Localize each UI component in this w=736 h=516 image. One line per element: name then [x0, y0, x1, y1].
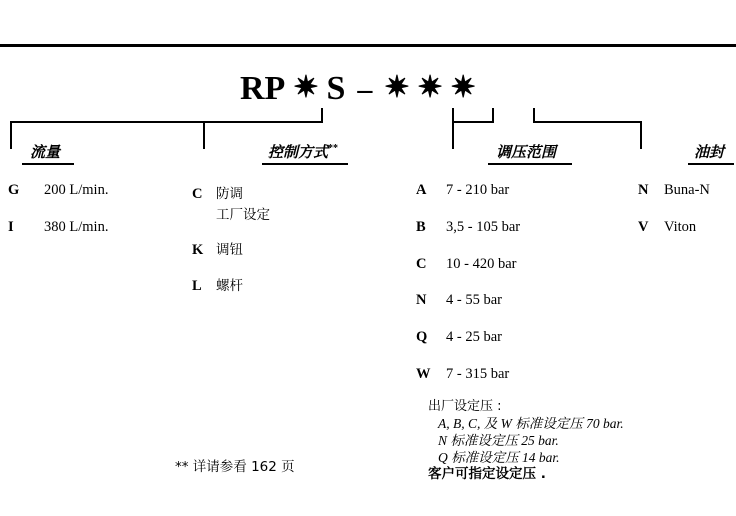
option-key: V [638, 219, 649, 235]
option-row [192, 238, 243, 259]
option-key: C [416, 256, 427, 272]
option-subnote: 工厂设定 [216, 207, 270, 223]
option-value: 4 - 25 bar [446, 329, 502, 345]
option-value: 螺杆 [216, 278, 243, 294]
option-row [192, 182, 243, 203]
code-letter-s: S [326, 70, 346, 107]
option-row [638, 219, 696, 236]
code-star-1: ✷ [293, 71, 319, 104]
column-heading-control-underline [262, 163, 348, 165]
column-heading-control [268, 141, 338, 162]
option-row [416, 329, 502, 346]
footnote-line: A, B, C, 及 W 标准设定压 70 bar. [438, 416, 624, 431]
column-heading-flow [30, 141, 60, 162]
column-heading-flow-label: 流量 [30, 145, 61, 161]
option-row [416, 366, 509, 383]
reference-footnote: ** 详请参看 162 页 [175, 459, 295, 475]
footnote-line: 客户可指定设定压 . [428, 466, 546, 482]
column-heading-flow-underline [22, 163, 74, 165]
option-row [192, 274, 243, 295]
option-key: K [192, 242, 204, 258]
leader-drop-seal-col [640, 121, 642, 149]
leader-drop-control [203, 121, 205, 149]
option-value: 7 - 210 bar [446, 182, 510, 198]
option-value: 调钮 [216, 242, 243, 258]
leader-run-flow [10, 121, 323, 123]
code-star-2: ✷ [384, 71, 410, 104]
option-row [638, 182, 710, 199]
footnote-line: Q 标准设定压 14 bar. [438, 450, 560, 465]
code-prefix: RP [240, 70, 286, 107]
option-value: 防调 [216, 186, 243, 202]
top-divider [0, 44, 736, 47]
option-key: W [416, 366, 431, 382]
code-dash: – [357, 73, 373, 106]
option-row [416, 182, 509, 199]
option-value: 3,5 - 105 bar [446, 219, 521, 235]
option-row [416, 256, 516, 273]
option-key: B [416, 219, 426, 235]
leader-drop-pressure-col [452, 121, 454, 149]
column-heading-seal [694, 141, 724, 162]
option-value: 200 L/min. [44, 182, 109, 198]
leader-run-pressure [452, 121, 494, 123]
code-star-3: ✷ [417, 71, 443, 104]
option-value: Viton [664, 219, 697, 235]
code-star-4: ✷ [450, 71, 476, 104]
leader-drop-flow [10, 121, 12, 149]
option-key: Q [416, 329, 428, 345]
option-key: N [638, 182, 649, 198]
option-value: 10 - 420 bar [446, 256, 517, 272]
option-row [416, 292, 502, 309]
option-key: I [8, 219, 14, 235]
column-heading-pressure-label: 调压范围 [496, 145, 557, 161]
option-key: N [416, 292, 427, 308]
footnote-line: 出厂设定压 : [428, 399, 502, 414]
option-key: A [416, 182, 427, 198]
option-key: C [192, 186, 203, 202]
leader-drop-star4 [533, 108, 535, 122]
column-heading-control-sup: ** [328, 143, 339, 154]
option-value: 7 - 315 bar [446, 366, 510, 382]
footnote-line: N 标准设定压 25 bar. [438, 433, 559, 448]
option-value: Buna-N [664, 182, 710, 198]
factory-setting-footnote [428, 398, 728, 483]
leader-run-seal [533, 121, 641, 123]
option-row [8, 219, 108, 236]
leader-drop-star2 [452, 108, 454, 122]
column-heading-pressure [496, 141, 556, 162]
leader-drop-star3 [492, 108, 494, 122]
option-row [416, 219, 520, 236]
option-key: L [192, 278, 202, 294]
column-heading-seal-underline [688, 163, 734, 165]
column-heading-pressure-underline [488, 163, 572, 165]
option-value: 380 L/min. [44, 219, 109, 235]
column-heading-seal-label: 油封 [694, 145, 725, 161]
leader-drop-star1 [321, 108, 323, 122]
column-heading-control-label: 控制方式 [268, 145, 329, 161]
option-row [8, 182, 108, 199]
option-key: G [8, 182, 20, 198]
model-code-line [240, 68, 580, 110]
option-value: 4 - 55 bar [446, 292, 502, 308]
